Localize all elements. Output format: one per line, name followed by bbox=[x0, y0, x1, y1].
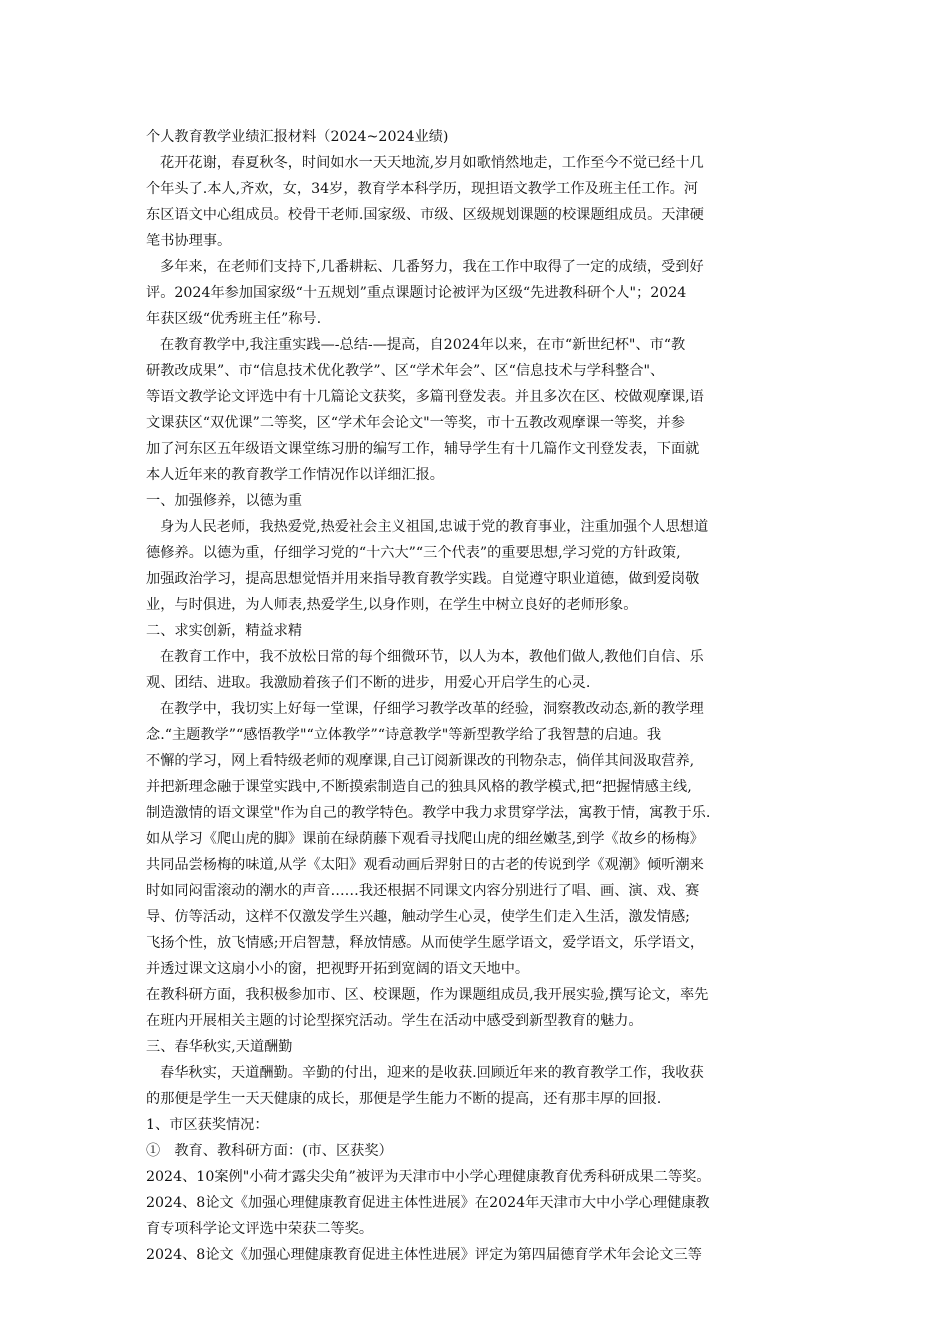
paragraph-line: 加强政治学习，提高思想觉悟并用来指导教育教学实践。自觉遵守职业道德，做到爱岗敬 bbox=[146, 571, 700, 587]
paragraph-line: 在教学中，我切实上好每一堂课，仔细学习教学改革的经验，洞察教改动态,新的教学理 bbox=[160, 701, 704, 717]
section-heading: 三、春华秋实,天道酬勤 bbox=[146, 1039, 293, 1055]
paragraph-line: 等语文教学论文评选中有十几篇论文获奖，多篇刊登发表。并且多次在区、校做观摩课,语 bbox=[146, 389, 704, 405]
paragraph-line: 在教育教学中,我注重实践—-总结-—提高，自2024年以来，在市“新世纪杯"、市“教 bbox=[160, 337, 686, 353]
paragraph-line: 个年头了.本人,齐欢，女，34岁，教育学本科学历，现担语文教学工作及班主任工作。河 bbox=[146, 181, 699, 197]
paragraph-line: 年获区级“优秀班主任”称号. bbox=[146, 311, 322, 327]
paragraph-line: 观、团结、进取。我激励着孩子们不断的进步，用爱心开启学生的心灵. bbox=[146, 675, 591, 691]
list-heading: 1、市区获奖情况： bbox=[146, 1117, 269, 1133]
paragraph-line: 在教科研方面，我积极参加市、区、校课题，作为课题组成员,我开展实验,撰写论文，率先 bbox=[146, 987, 709, 1003]
section-heading: 一、加强修养，以德为重 bbox=[146, 493, 303, 509]
paragraph-line: 时如同闷雷滚动的潮水的声音……我还根据不同课文内容分别进行了唱、画、演、戏、赛 bbox=[146, 883, 700, 899]
paragraph-line: 共同品尝杨梅的味道,从学《太阳》观看动画后羿射日的古老的传说到学《观潮》倾听潮来 bbox=[146, 857, 704, 873]
section-heading: 二、求实创新，精益求精 bbox=[146, 623, 303, 639]
paragraph-line: 如从学习《爬山虎的脚》课前在绿荫藤下观看寻找爬山虎的细丝嫩茎,到学《故乡的杨梅》 bbox=[146, 831, 704, 847]
paragraph-line: 不懈的学习，网上看特级老师的观摩课,自己订阅新课改的刊物杂志，倘佯其间汲取营养, bbox=[146, 753, 695, 769]
paragraph-line: 并把新理念融于课堂实践中,不断摸索制造自己的独具风格的教学模式,把“把握情感主线, bbox=[146, 779, 692, 795]
paragraph-line: 多年来，在老师们支持下,几番耕耘、几番努力，我在工作中取得了一定的成绩，受到好 bbox=[160, 259, 704, 275]
list-item: 2024、8论文《加强心理健康教育促进主体性进展》在2024年天津市大中小学心理健康教 bbox=[146, 1195, 710, 1211]
paragraph-line: 飞扬个性，放飞情感;开启智慧，释放情感。从而使学生愿学语文，爱学语文，乐学语文， bbox=[146, 935, 705, 951]
paragraph-line: 笔书协理事。 bbox=[146, 233, 232, 249]
paragraph-line: 东区语文中心组成员。校骨干老师.国家级、市级、区级规划课题的校课题组成员。天津硬 bbox=[146, 207, 704, 223]
paragraph-line: 加了河东区五年级语文课堂练习册的编写工作，辅导学生有十几篇作文刊登发表，下面就 bbox=[146, 441, 700, 457]
paragraph-line: 导、仿等活动，这样不仅激发学生兴趣，触动学生心灵，使学生们走入生活，激发情感; bbox=[146, 909, 690, 925]
document-body bbox=[146, 124, 806, 1268]
paragraph-line: 念.“主题教学”“感悟教学"“立体教学”“诗意教学"等新型教学给了我智慧的启迪。我 bbox=[146, 727, 662, 743]
list-item: 2024、10案例"小荷才露尖尖角”被评为天津市中小学心理健康教育优秀科研成果二等奖。 bbox=[146, 1169, 711, 1185]
paragraph-line: 业，与时俱进，为人师表,热爱学生,以身作则，在学生中树立良好的老师形象。 bbox=[146, 597, 638, 613]
list-subheading: ① 教育、教科研方面：(市、区获奖） bbox=[146, 1143, 393, 1159]
paragraph-line: 本人近年来的教育教学工作情况作以详细汇报。 bbox=[146, 467, 444, 483]
paragraph-line: 评。2024年参加国家级“十五规划”重点课题讨论被评为区级“先进教科研个人"；2024 bbox=[146, 285, 687, 301]
paragraph-line: 春华秋实，天道酬勤。辛勤的付出，迎来的是收获.回顾近年来的教育教学工作，我收获 bbox=[160, 1065, 704, 1081]
list-item: 2024、8论文《加强心理健康教育促进主体性进展》评定为第四届德育学术年会论文三等 bbox=[146, 1247, 702, 1263]
paragraph-line: 的那便是学生一天天健康的成长，那便是学生能力不断的提高，还有那丰厚的回报. bbox=[146, 1091, 662, 1107]
list-item: 育专项科学论文评选中荣获二等奖。 bbox=[146, 1221, 374, 1237]
paragraph-line: 德修养。以德为重，仔细学习党的“十六大”“三个代表”的重要思想,学习党的方针政策, bbox=[146, 545, 681, 561]
paragraph-line: 花开花谢，春夏秋冬，时间如水一天天地流,岁月如歌悄然地走，工作至今不觉已经十几 bbox=[160, 155, 704, 171]
paragraph-line: 在班内开展相关主题的讨论型探究活动。学生在活动中感受到新型教育的魅力。 bbox=[146, 1013, 643, 1029]
document-title: 个人教育教学业绩汇报材料（2024~2024业绩) bbox=[146, 129, 449, 145]
paragraph-line: 在教育工作中，我不放松日常的每个细微环节，以人为本，教他们做人,教他们自信、乐 bbox=[160, 649, 704, 665]
paragraph-line: 并透过课文这扇小小的窗，把视野开拓到宽阔的语文天地中。 bbox=[146, 961, 530, 977]
paragraph-line: 制造激情的语文课堂"作为自己的教学特色。教学中我力求贯穿学法，寓教于情，寓教于乐. bbox=[146, 805, 711, 821]
paragraph-line: 研教改成果”、市“信息技术优化教学”、区“学术年会”、区“信息技术与学科整合"、 bbox=[146, 363, 665, 379]
paragraph-line: 身为人民老师，我热爱党,热爱社会主义祖国,忠诚于党的教育事业，注重加强个人思想道 bbox=[160, 519, 709, 535]
paragraph-line: 文课获区“双优课”二等奖，区“学术年会论文"一等奖，市十五教改观摩课一等奖，并参 bbox=[146, 415, 686, 431]
